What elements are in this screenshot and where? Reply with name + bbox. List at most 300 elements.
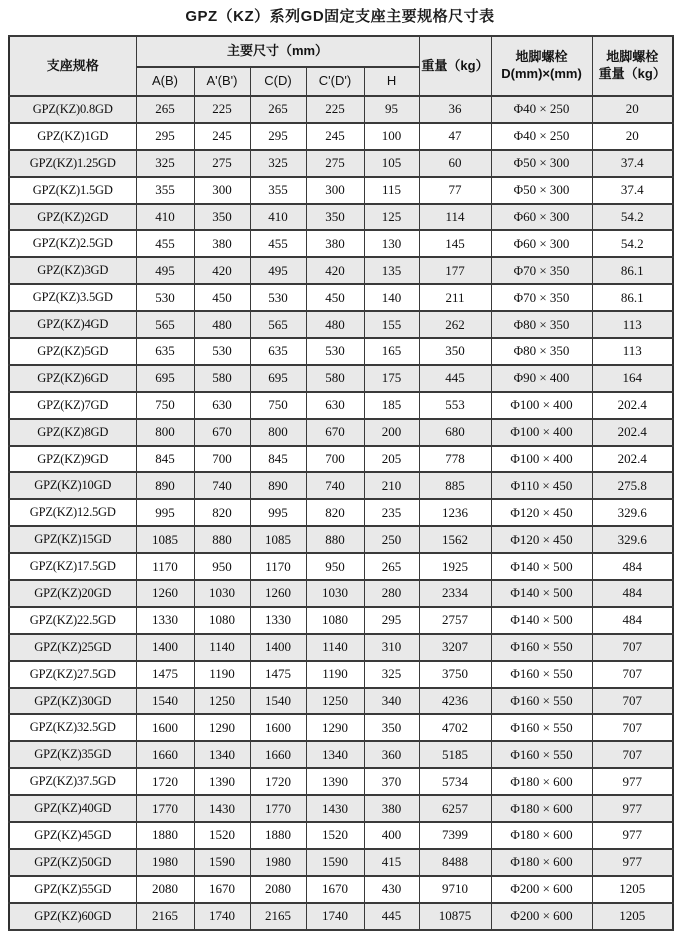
table-row: [9, 580, 673, 607]
anchor-bolt-weight-cell: 707: [592, 741, 673, 768]
table-body: [9, 96, 673, 930]
dim-a-prime-cell: 740: [194, 472, 250, 499]
dim-a-cell: 265: [136, 96, 194, 123]
dim-c-prime-cell: 1030: [306, 580, 364, 607]
dim-c-cell: 1400: [250, 634, 306, 661]
table-row: [9, 419, 673, 446]
weight-cell: 9710: [419, 876, 491, 903]
header-row-group: [9, 36, 673, 67]
dim-a-prime-cell: 480: [194, 311, 250, 338]
dim-a-prime-cell: 300: [194, 177, 250, 204]
dim-a-cell: 2165: [136, 903, 194, 930]
anchor-bolt-cell: Φ90 × 400: [491, 365, 592, 392]
spec-cell: GPZ(KZ)50GD: [9, 849, 136, 876]
dim-h-cell: 430: [364, 876, 419, 903]
spec-table: [8, 35, 674, 931]
dim-c-cell: 410: [250, 204, 306, 231]
table-row: [9, 338, 673, 365]
weight-cell: 47: [419, 123, 491, 150]
dim-a-prime-cell: 1590: [194, 849, 250, 876]
dim-a-cell: 1400: [136, 634, 194, 661]
dim-a-prime-cell: 1670: [194, 876, 250, 903]
dim-a-cell: 565: [136, 311, 194, 338]
dim-h-cell: 325: [364, 661, 419, 688]
spec-cell: GPZ(KZ)7GD: [9, 392, 136, 419]
dim-a-cell: 295: [136, 123, 194, 150]
anchor-bolt-weight-cell: 707: [592, 688, 673, 715]
dim-h-cell: 310: [364, 634, 419, 661]
weight-cell: 36: [419, 96, 491, 123]
anchor-bolt-weight-cell: 54.2: [592, 204, 673, 231]
spec-cell: GPZ(KZ)1GD: [9, 123, 136, 150]
table-row: [9, 446, 673, 473]
anchor-bolt-cell: Φ160 × 550: [491, 634, 592, 661]
anchor-bolt-dims-label: D(mm)×(mm): [501, 66, 582, 81]
dim-c-cell: 890: [250, 472, 306, 499]
dim-c-cell: 1880: [250, 822, 306, 849]
dim-c-prime-cell: 420: [306, 257, 364, 284]
anchor-bolt-weight-cell: 113: [592, 338, 673, 365]
dim-c-prime-cell: 300: [306, 177, 364, 204]
weight-cell: 114: [419, 204, 491, 231]
anchor-bolt-cell: Φ140 × 500: [491, 580, 592, 607]
dim-c-prime-cell: 820: [306, 499, 364, 526]
dim-c-prime-cell: 630: [306, 392, 364, 419]
dim-a-prime-cell: 245: [194, 123, 250, 150]
dim-h-cell: 445: [364, 903, 419, 930]
weight-cell: 4236: [419, 688, 491, 715]
dim-h-cell: 100: [364, 123, 419, 150]
dim-a-prime-cell: 670: [194, 419, 250, 446]
anchor-bolt-weight-cell: 707: [592, 634, 673, 661]
col-header-dim-cd-prime: C'(D'): [306, 67, 364, 96]
dim-a-cell: 355: [136, 177, 194, 204]
dim-h-cell: 295: [364, 607, 419, 634]
spec-cell: GPZ(KZ)2GD: [9, 204, 136, 231]
anchor-bolt-weight-cell: 37.4: [592, 177, 673, 204]
table-row: [9, 822, 673, 849]
weight-cell: 1236: [419, 499, 491, 526]
dim-c-cell: 1475: [250, 661, 306, 688]
table-row: [9, 849, 673, 876]
dim-c-prime-cell: 1290: [306, 714, 364, 741]
spec-cell: GPZ(KZ)15GD: [9, 526, 136, 553]
col-header-main-dims-group: 主要尺寸（mm）: [136, 36, 419, 67]
dim-a-cell: 2080: [136, 876, 194, 903]
table-row: [9, 284, 673, 311]
weight-cell: 885: [419, 472, 491, 499]
dim-h-cell: 400: [364, 822, 419, 849]
dim-c-prime-cell: 700: [306, 446, 364, 473]
anchor-bolt-cell: Φ100 × 400: [491, 419, 592, 446]
dim-a-cell: 750: [136, 392, 194, 419]
table-row: [9, 177, 673, 204]
col-header-dim-h: H: [364, 67, 419, 96]
col-header-dim-ab-prime: A'(B'): [194, 67, 250, 96]
spec-cell: GPZ(KZ)60GD: [9, 903, 136, 930]
dim-a-cell: 1980: [136, 849, 194, 876]
dim-h-cell: 130: [364, 230, 419, 257]
dim-a-cell: 845: [136, 446, 194, 473]
dim-c-prime-cell: 530: [306, 338, 364, 365]
dim-c-cell: 265: [250, 96, 306, 123]
weight-cell: 262: [419, 311, 491, 338]
dim-a-cell: 995: [136, 499, 194, 526]
dim-c-prime-cell: 1390: [306, 768, 364, 795]
spec-cell: GPZ(KZ)1.25GD: [9, 150, 136, 177]
weight-cell: 350: [419, 338, 491, 365]
anchor-bolt-weight-label-line1: 地脚螺栓: [606, 49, 659, 65]
weight-cell: 2757: [419, 607, 491, 634]
dim-c-prime-cell: 740: [306, 472, 364, 499]
table-row: [9, 688, 673, 715]
dim-c-cell: 1085: [250, 526, 306, 553]
spec-cell: GPZ(KZ)1.5GD: [9, 177, 136, 204]
weight-cell: 5185: [419, 741, 491, 768]
anchor-bolt-label: 地脚螺栓: [515, 49, 568, 65]
spec-cell: GPZ(KZ)32.5GD: [9, 714, 136, 741]
weight-cell: 778: [419, 446, 491, 473]
dim-c-cell: 1720: [250, 768, 306, 795]
anchor-bolt-cell: Φ140 × 500: [491, 607, 592, 634]
anchor-bolt-weight-cell: 1205: [592, 876, 673, 903]
dim-a-prime-cell: 1140: [194, 634, 250, 661]
col-header-dim-ab: A(B): [136, 67, 194, 96]
weight-cell: 445: [419, 365, 491, 392]
dim-a-cell: 800: [136, 419, 194, 446]
dim-c-cell: 995: [250, 499, 306, 526]
dim-h-cell: 175: [364, 365, 419, 392]
dim-c-prime-cell: 580: [306, 365, 364, 392]
weight-cell: 5734: [419, 768, 491, 795]
dim-a-cell: 890: [136, 472, 194, 499]
dim-a-prime-cell: 950: [194, 553, 250, 580]
table-row: [9, 768, 673, 795]
table-row: [9, 634, 673, 661]
anchor-bolt-cell: Φ180 × 600: [491, 768, 592, 795]
spec-cell: GPZ(KZ)37.5GD: [9, 768, 136, 795]
dim-a-cell: 1660: [136, 741, 194, 768]
anchor-bolt-weight-cell: 164: [592, 365, 673, 392]
dim-a-prime-cell: 1430: [194, 795, 250, 822]
dim-h-cell: 350: [364, 714, 419, 741]
anchor-bolt-weight-cell: 275.8: [592, 472, 673, 499]
weight-cell: 60: [419, 150, 491, 177]
dim-c-prime-cell: 880: [306, 526, 364, 553]
anchor-bolt-weight-cell: 113: [592, 311, 673, 338]
anchor-bolt-cell: Φ70 × 350: [491, 284, 592, 311]
dim-c-cell: 1170: [250, 553, 306, 580]
dim-a-cell: 495: [136, 257, 194, 284]
dim-a-prime-cell: 275: [194, 150, 250, 177]
dim-h-cell: 115: [364, 177, 419, 204]
dim-c-cell: 1660: [250, 741, 306, 768]
dim-a-prime-cell: 350: [194, 204, 250, 231]
spec-cell: GPZ(KZ)55GD: [9, 876, 136, 903]
spec-cell: GPZ(KZ)10GD: [9, 472, 136, 499]
table-row: [9, 607, 673, 634]
dim-c-cell: 1600: [250, 714, 306, 741]
dim-c-cell: 495: [250, 257, 306, 284]
anchor-bolt-weight-cell: 977: [592, 768, 673, 795]
weight-cell: 177: [419, 257, 491, 284]
dim-a-cell: 1170: [136, 553, 194, 580]
dim-h-cell: 235: [364, 499, 419, 526]
table-row: [9, 876, 673, 903]
anchor-bolt-weight-cell: 707: [592, 661, 673, 688]
spec-cell: GPZ(KZ)35GD: [9, 741, 136, 768]
dim-c-cell: 565: [250, 311, 306, 338]
dim-a-cell: 1880: [136, 822, 194, 849]
anchor-bolt-cell: Φ160 × 550: [491, 688, 592, 715]
dim-h-cell: 140: [364, 284, 419, 311]
dim-h-cell: 370: [364, 768, 419, 795]
anchor-bolt-weight-cell: 329.6: [592, 499, 673, 526]
dim-c-prime-cell: 245: [306, 123, 364, 150]
spec-cell: GPZ(KZ)3.5GD: [9, 284, 136, 311]
table-row: [9, 499, 673, 526]
col-header-anchor-bolt: [491, 36, 592, 96]
dim-c-cell: 355: [250, 177, 306, 204]
dim-c-prime-cell: 1520: [306, 822, 364, 849]
dim-h-cell: 135: [364, 257, 419, 284]
dim-a-prime-cell: 1740: [194, 903, 250, 930]
table-row: [9, 741, 673, 768]
dim-h-cell: 280: [364, 580, 419, 607]
dim-c-cell: 455: [250, 230, 306, 257]
table-row: [9, 553, 673, 580]
weight-cell: 6257: [419, 795, 491, 822]
dim-a-prime-cell: 700: [194, 446, 250, 473]
dim-a-cell: 1260: [136, 580, 194, 607]
weight-cell: 4702: [419, 714, 491, 741]
dim-a-cell: 1085: [136, 526, 194, 553]
dim-c-cell: 635: [250, 338, 306, 365]
anchor-bolt-weight-cell: 202.4: [592, 446, 673, 473]
anchor-bolt-weight-cell: 86.1: [592, 284, 673, 311]
weight-cell: 1562: [419, 526, 491, 553]
weight-cell: 77: [419, 177, 491, 204]
dim-h-cell: 200: [364, 419, 419, 446]
table-row: [9, 230, 673, 257]
weight-cell: 8488: [419, 849, 491, 876]
dim-c-cell: 695: [250, 365, 306, 392]
spec-cell: GPZ(KZ)8GD: [9, 419, 136, 446]
weight-cell: 3207: [419, 634, 491, 661]
anchor-bolt-weight-cell: 707: [592, 714, 673, 741]
table-row: [9, 150, 673, 177]
anchor-bolt-cell: Φ60 × 300: [491, 230, 592, 257]
dim-c-prime-cell: 1430: [306, 795, 364, 822]
weight-cell: 1925: [419, 553, 491, 580]
weight-cell: 680: [419, 419, 491, 446]
dim-a-prime-cell: 1340: [194, 741, 250, 768]
dim-c-prime-cell: 1740: [306, 903, 364, 930]
dim-a-cell: 1330: [136, 607, 194, 634]
spec-cell: GPZ(KZ)0.8GD: [9, 96, 136, 123]
table-row: [9, 714, 673, 741]
anchor-bolt-weight-cell: 54.2: [592, 230, 673, 257]
dim-c-prime-cell: 350: [306, 204, 364, 231]
dim-h-cell: 360: [364, 741, 419, 768]
dim-a-prime-cell: 880: [194, 526, 250, 553]
anchor-bolt-cell: Φ70 × 350: [491, 257, 592, 284]
spec-cell: GPZ(KZ)20GD: [9, 580, 136, 607]
dim-h-cell: 105: [364, 150, 419, 177]
dim-c-cell: 1980: [250, 849, 306, 876]
anchor-bolt-cell: Φ160 × 550: [491, 661, 592, 688]
dim-c-cell: 530: [250, 284, 306, 311]
col-header-anchor-bolt-weight: [592, 36, 673, 96]
dim-h-cell: 165: [364, 338, 419, 365]
dim-c-cell: 800: [250, 419, 306, 446]
spec-cell: GPZ(KZ)25GD: [9, 634, 136, 661]
anchor-bolt-weight-cell: 977: [592, 822, 673, 849]
dim-a-cell: 530: [136, 284, 194, 311]
dim-c-prime-cell: 275: [306, 150, 364, 177]
dim-c-cell: 2080: [250, 876, 306, 903]
dim-c-prime-cell: 670: [306, 419, 364, 446]
table-row: [9, 795, 673, 822]
table-row: [9, 204, 673, 231]
dim-a-prime-cell: 630: [194, 392, 250, 419]
anchor-bolt-cell: Φ100 × 400: [491, 446, 592, 473]
table-row: [9, 903, 673, 930]
anchor-bolt-cell: Φ50 × 300: [491, 150, 592, 177]
anchor-bolt-cell: Φ140 × 500: [491, 553, 592, 580]
anchor-bolt-weight-label-line2: 重量（kg）: [598, 66, 666, 81]
weight-cell: 7399: [419, 822, 491, 849]
table-row: [9, 123, 673, 150]
dim-h-cell: 125: [364, 204, 419, 231]
spec-cell: GPZ(KZ)30GD: [9, 688, 136, 715]
spec-cell: GPZ(KZ)9GD: [9, 446, 136, 473]
spec-cell: GPZ(KZ)12.5GD: [9, 499, 136, 526]
anchor-bolt-cell: Φ160 × 550: [491, 714, 592, 741]
anchor-bolt-cell: Φ80 × 350: [491, 311, 592, 338]
dim-c-cell: 845: [250, 446, 306, 473]
dim-a-cell: 1770: [136, 795, 194, 822]
dim-c-cell: 1330: [250, 607, 306, 634]
spec-cell: GPZ(KZ)17.5GD: [9, 553, 136, 580]
weight-cell: 2334: [419, 580, 491, 607]
dim-h-cell: 205: [364, 446, 419, 473]
anchor-bolt-cell: Φ110 × 450: [491, 472, 592, 499]
dim-a-cell: 1600: [136, 714, 194, 741]
anchor-bolt-cell: Φ200 × 600: [491, 903, 592, 930]
dim-a-prime-cell: 1190: [194, 661, 250, 688]
anchor-bolt-cell: Φ100 × 400: [491, 392, 592, 419]
dim-c-cell: 2165: [250, 903, 306, 930]
dim-c-prime-cell: 1590: [306, 849, 364, 876]
anchor-bolt-weight-cell: 977: [592, 849, 673, 876]
dim-a-prime-cell: 1030: [194, 580, 250, 607]
dim-c-prime-cell: 1340: [306, 741, 364, 768]
anchor-bolt-cell: Φ120 × 450: [491, 499, 592, 526]
dim-a-prime-cell: 1520: [194, 822, 250, 849]
anchor-bolt-cell: Φ40 × 250: [491, 96, 592, 123]
spec-cell: GPZ(KZ)2.5GD: [9, 230, 136, 257]
anchor-bolt-cell: Φ160 × 550: [491, 741, 592, 768]
dim-a-prime-cell: 380: [194, 230, 250, 257]
dim-c-prime-cell: 450: [306, 284, 364, 311]
spec-cell: GPZ(KZ)22.5GD: [9, 607, 136, 634]
dim-a-prime-cell: 1080: [194, 607, 250, 634]
anchor-bolt-weight-cell: 484: [592, 553, 673, 580]
dim-c-cell: 325: [250, 150, 306, 177]
table-row: [9, 96, 673, 123]
dim-a-prime-cell: 420: [194, 257, 250, 284]
dim-h-cell: 250: [364, 526, 419, 553]
dim-a-prime-cell: 580: [194, 365, 250, 392]
table-row: [9, 392, 673, 419]
dim-c-prime-cell: 480: [306, 311, 364, 338]
dim-c-prime-cell: 225: [306, 96, 364, 123]
weight-cell: 553: [419, 392, 491, 419]
dim-c-cell: 1260: [250, 580, 306, 607]
dim-a-prime-cell: 1250: [194, 688, 250, 715]
anchor-bolt-weight-cell: 86.1: [592, 257, 673, 284]
anchor-bolt-cell: Φ180 × 600: [491, 822, 592, 849]
dim-c-prime-cell: 1080: [306, 607, 364, 634]
spec-cell: GPZ(KZ)45GD: [9, 822, 136, 849]
spec-cell: GPZ(KZ)4GD: [9, 311, 136, 338]
dim-a-cell: 1475: [136, 661, 194, 688]
anchor-bolt-weight-cell: 329.6: [592, 526, 673, 553]
anchor-bolt-weight-cell: 20: [592, 123, 673, 150]
col-header-spec: 支座规格: [9, 36, 136, 96]
anchor-bolt-cell: Φ200 × 600: [491, 876, 592, 903]
anchor-bolt-cell: Φ50 × 300: [491, 177, 592, 204]
dim-a-cell: 695: [136, 365, 194, 392]
dim-a-prime-cell: 1290: [194, 714, 250, 741]
dim-h-cell: 415: [364, 849, 419, 876]
dim-a-cell: 410: [136, 204, 194, 231]
weight-cell: 211: [419, 284, 491, 311]
dim-a-prime-cell: 450: [194, 284, 250, 311]
dim-h-cell: 95: [364, 96, 419, 123]
col-header-dim-cd: C(D): [250, 67, 306, 96]
dim-a-prime-cell: 820: [194, 499, 250, 526]
dim-h-cell: 185: [364, 392, 419, 419]
dim-c-cell: 750: [250, 392, 306, 419]
dim-h-cell: 265: [364, 553, 419, 580]
dim-c-cell: 1540: [250, 688, 306, 715]
dim-c-prime-cell: 380: [306, 230, 364, 257]
dim-a-cell: 635: [136, 338, 194, 365]
anchor-bolt-weight-cell: 484: [592, 580, 673, 607]
dim-h-cell: 155: [364, 311, 419, 338]
anchor-bolt-weight-cell: 202.4: [592, 392, 673, 419]
dim-a-cell: 1720: [136, 768, 194, 795]
weight-cell: 3750: [419, 661, 491, 688]
table-row: [9, 526, 673, 553]
dim-c-cell: 295: [250, 123, 306, 150]
dim-c-prime-cell: 1250: [306, 688, 364, 715]
dim-c-prime-cell: 1190: [306, 661, 364, 688]
weight-cell: 145: [419, 230, 491, 257]
spec-cell: GPZ(KZ)3GD: [9, 257, 136, 284]
anchor-bolt-cell: Φ180 × 600: [491, 849, 592, 876]
anchor-bolt-cell: Φ120 × 450: [491, 526, 592, 553]
anchor-bolt-weight-cell: 20: [592, 96, 673, 123]
col-header-weight: 重量（kg）: [419, 36, 491, 96]
spec-cell: GPZ(KZ)27.5GD: [9, 661, 136, 688]
anchor-bolt-weight-cell: 1205: [592, 903, 673, 930]
anchor-bolt-weight-cell: 977: [592, 795, 673, 822]
dim-h-cell: 380: [364, 795, 419, 822]
spec-cell: GPZ(KZ)6GD: [9, 365, 136, 392]
